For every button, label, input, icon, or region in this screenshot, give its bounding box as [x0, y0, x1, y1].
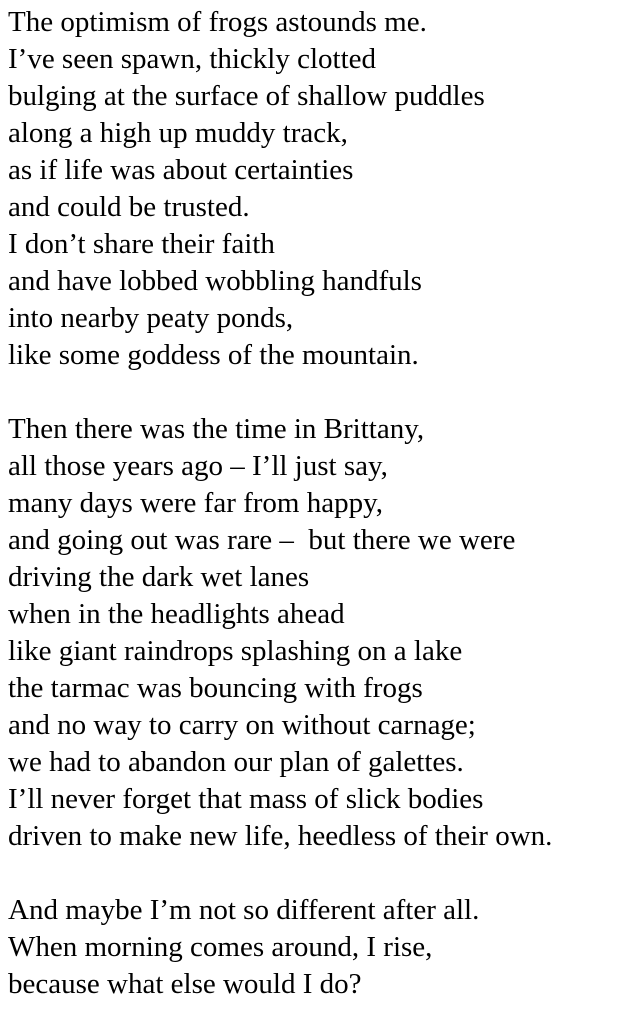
poem-line: bulging at the surface of shallow puddles — [8, 80, 485, 112]
poem-line: and could be trusted. — [8, 191, 250, 223]
poem-line: many days were far from happy, — [8, 487, 383, 519]
stanza-1 — [8, 4, 620, 374]
poem-line: into nearby peaty ponds, — [8, 302, 294, 334]
poem-line: Then there was the time in Brittany, — [8, 413, 425, 445]
poem-line: I’ve seen spawn, thickly clotted — [8, 43, 377, 75]
poem-line: I’ll never forget that mass of slick bodies — [8, 783, 484, 815]
poem-line: as if life was about certainties — [8, 154, 354, 186]
poem-line: driven to make new life, heedless of their own. — [8, 820, 553, 852]
stanza-2 — [8, 411, 620, 855]
poem-line: because what else would I do? — [8, 968, 362, 1000]
poem-line: we had to abandon our plan of galettes. — [8, 746, 464, 778]
stanza-3 — [8, 892, 620, 1003]
poem-line: and no way to carry on without carnage; — [8, 709, 476, 741]
poem-line: I don’t share their faith — [8, 228, 275, 260]
poem-line: like giant raindrops splashing on a lake — [8, 635, 463, 667]
poem-line: and have lobbed wobbling handfuls — [8, 265, 422, 297]
poem-line: the tarmac was bouncing with frogs — [8, 672, 423, 704]
poem-line: driving the dark wet lanes — [8, 561, 310, 593]
poem-line: all those years ago – I’ll just say, — [8, 450, 388, 482]
poem-line: The optimism of frogs astounds me. — [8, 6, 427, 38]
poem-line: like some goddess of the mountain. — [8, 339, 419, 371]
poem-line: along a high up muddy track, — [8, 117, 348, 149]
poem-line: And maybe I’m not so different after all. — [8, 894, 480, 926]
poem-text — [8, 4, 620, 1003]
poem-line: and going out was rare – but there we were — [8, 524, 516, 556]
poem-line: When morning comes around, I rise, — [8, 931, 433, 963]
poem-line: when in the headlights ahead — [8, 598, 345, 630]
